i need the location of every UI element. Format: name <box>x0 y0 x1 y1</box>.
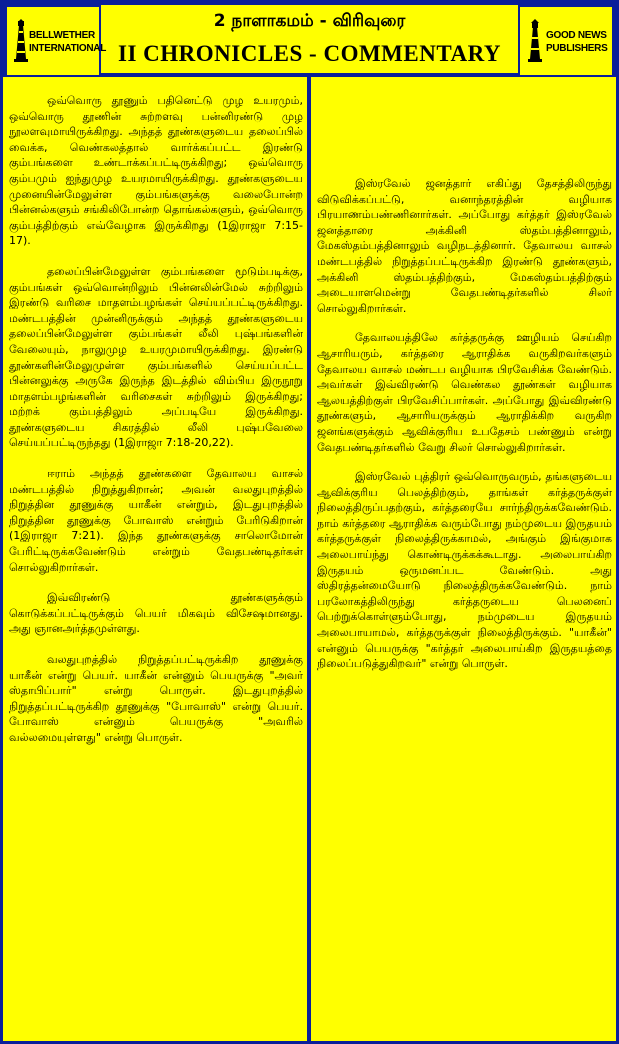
page-title-english: II CHRONICLES - COMMENTARY <box>118 41 501 66</box>
good-news-logo <box>518 5 614 77</box>
paragraph: தேவாலயத்திலே கர்த்தருக்கு ஊழியம் செய்கிற ஆசாரியரும், கர்த்தரை ஆராதிக்க வருகிறவர்களும் தேவாலய வாசல் மண்டப வழியாக பிரவேசிக்க வேண்டும். அவர்கள் இவ்விரண்டு வெண்கல தூண்கள் வழியாக ஆலயத்திற்குள் பிரவேசிப்பார்கள். அப்போது இவ்விரண்டு தூண்களும், ஆசாரியருக்கும் ஆராதிக்கிற வருகிற ஜனங்களுக்கும் ஆவிக்குரிய உபதேசம் பண்ணும் என்று வேதபண்டிதர்களில் வேறு சிலர் சொல்லுகிறார்கள். <box>317 331 612 454</box>
bellwether-logo-text: BELLWETHER INTERNATIONAL <box>29 30 107 54</box>
paragraph: இவ்விரண்டு தூண்களுக்கும் கொடுக்கப்பட்டிருக்கும் பெயர் மிகவும் விசேஷமானது. அது ஞானஅர்த்தமுள்ளது. <box>9 591 303 636</box>
paragraph: ஒவ்வொரு தூணும் பதினெட்டு முழ உயரமும், ஒவ்வொரு தூணின் சுற்றளவு பன்னிரண்டு முழ நூலளவுமாயிருக்கிறது. அந்தத் தூண்களுடைய தலைப்பில் வைக்க, வெண்கலத்தால் வார்க்கப்பட்ட இரண்டு கும்பங்களை உண்டாக்கப்பட்டிருக்கிறது; ஒவ்வொரு கும்பமும் ஐந்துமுழ உயரமாயிருக்கிறது. தூண்களுடைய முனையின்மேலுள்ள கும்பங்களுக்கு வலைபோன்ற பின்னல்களும் சங்கிலிபோன்ற தொங்கல்களும், ஒவ்வொரு கும்பத்திற்கும் எவ்வேழாக இருக்கிறது (1இராஜா 7:15-17). <box>9 94 303 248</box>
lighthouse-icon <box>526 19 544 63</box>
bellwether-logo <box>5 5 107 77</box>
paragraph: ஈராம் அந்தத் தூண்களை தேவாலய வாசல் மண்டபத்தில் நிறுத்துகிறான்; அவன் வலதுபுறத்தில் நிறுத்தின தூணுக்கு யாகீன் என்றும், இடதுபுறத்தில் நிறுத்தின தூணுக்கு போவாஸ் என்றும் பேரிடுகிறான் (1இராஜா 7:21). இந்த தூண்களுக்கு சாலொமோன் பேரிட்டிருக்கவேண்டும் என்றும் வேதபண்டிதர்கள் சொல்லுகிறார்கள். <box>9 467 303 574</box>
page-title-tamil: 2 நாளாகமம் - விரிவுரை <box>213 11 406 31</box>
left-column <box>3 77 307 1041</box>
paragraph: வலதுபுறத்தில் நிறுத்தப்பட்டிருக்கிற தூணுக்கு யாகீன் என்று பெயர். யாகீன் என்னும் பெயருக்கு "அவர் ஸ்தாபிப்பார்" என்று பொருள். இடதுபுறத்தில் நிறுத்தப்பட்டிருக்கிற தூணுக்கு "போவாஸ்" என்று பெயர். போவாஸ் என்னும் பெயருக்கு "அவரில் வல்லமையுள்ளது" என்று பொருள். <box>9 653 303 744</box>
paragraph: தலைப்பின்மேலுள்ள கும்பங்களை மூடும்படிக்கு, கும்பங்கள் ஒவ்வொன்றிலும் பின்னலின்மேல் சுற்றிலும் இரண்டு வரிசை மாதளம்பழங்கள் செய்யப்பட்டிருக்கிறது. மண்டபத்தின் முன்னிருக்கும் அந்தத் தூண்களுடைய தலைப்பின்மேலுள்ள கும்பங்கள் லீலி புஷ்பங்களின் வேலையும், நாலுமுழ உயரமுமாயிருக்கிறது. இரண்டு தூண்களின்மேலுமுள்ள கும்பங்களில் செய்யப்பட்ட பின்னலுக்கு அருகே இருந்த இடத்தில் விம்பிய இருநூறு மாதளம்பழங்களின் வரிசைகள் சுற்றிலும் இருக்கிறது; மற்றக் கும்பத்திலும் அப்படியே இருக்கிறது. தூண்களுடைய சிகரத்தில் லீலி புஷ்பவேலை செய்யப்பட்டிருந்தது (1இராஜா 7:18-20,22). <box>9 264 303 450</box>
page-header <box>3 3 616 75</box>
paragraph: இஸ்ரவேல் புத்திரர் ஒவ்வொருவரும், தங்களுடைய ஆவிக்குரிய பெலத்திற்கும், தாங்கள் கர்த்தருக்குள் நிலைத்திருப்பதற்கும், கர்த்தரையே சார்ந்திருக்கவேண்டும். நாம் கர்த்தரை ஆராதிக்க வரும்போது நம்முடைய இருதயம் கர்த்தருக்குள் நிலைத்திருக்காமல், அங்கும் இங்குமாக அலைபாய்ந்து கொண்டிருக்கக்கூடாது. அலைபாய்கிற இருதயம் ஒருமனப்பட வேண்டும். அது ஸ்திரத்தன்மையோடு நிலைத்திருக்கவேண்டும். நாம் பரலோகத்திலிருந்து கர்த்தருடைய பெலனைப் பெற்றுக்கொள்ளும்போது, நம்முடைய இருதயம் அலைபாயாமல், கர்த்தருக்குள் நிலைத்திருக்கும். "யாகீன்" என்னும் பெயருக்கு "கர்த்தர் அலைபாய்கிற இருதயத்தை நிலைப்படுத்துகிறவர்" என்று பொருள். <box>317 470 612 671</box>
lighthouse-icon <box>13 19 29 63</box>
good-news-logo-text: GOOD NEWS PUBLISHERS <box>546 30 608 54</box>
paragraph: இஸ்ரவேல் ஜனத்தார் எகிப்து தேசத்திலிருந்து விடுவிக்கப்பட்டு, வனாந்தரத்தின் வழியாக பிரயாணம்பண்ணினார்கள். அப்போது கர்த்தர் இஸ்ரவேல் ஜனத்தாரை அக்கினி ஸ்தம்பத்தினாலும், மேகஸ்தம்பத்தினாலும் வழிநடத்தினார். தேவாலய வாசல் மண்டபத்தில் நிறுத்தப்பட்டிருக்கிற இரண்டு தூண்களும், அக்கினி ஸ்தம்பத்திற்கும், மேகஸ்தம்பத்திற்கும் அடையாளமென்று வேதபண்டிதர்களில் சிலர் சொல்லுகிறார்கள். <box>317 177 612 315</box>
right-column <box>311 77 616 1041</box>
